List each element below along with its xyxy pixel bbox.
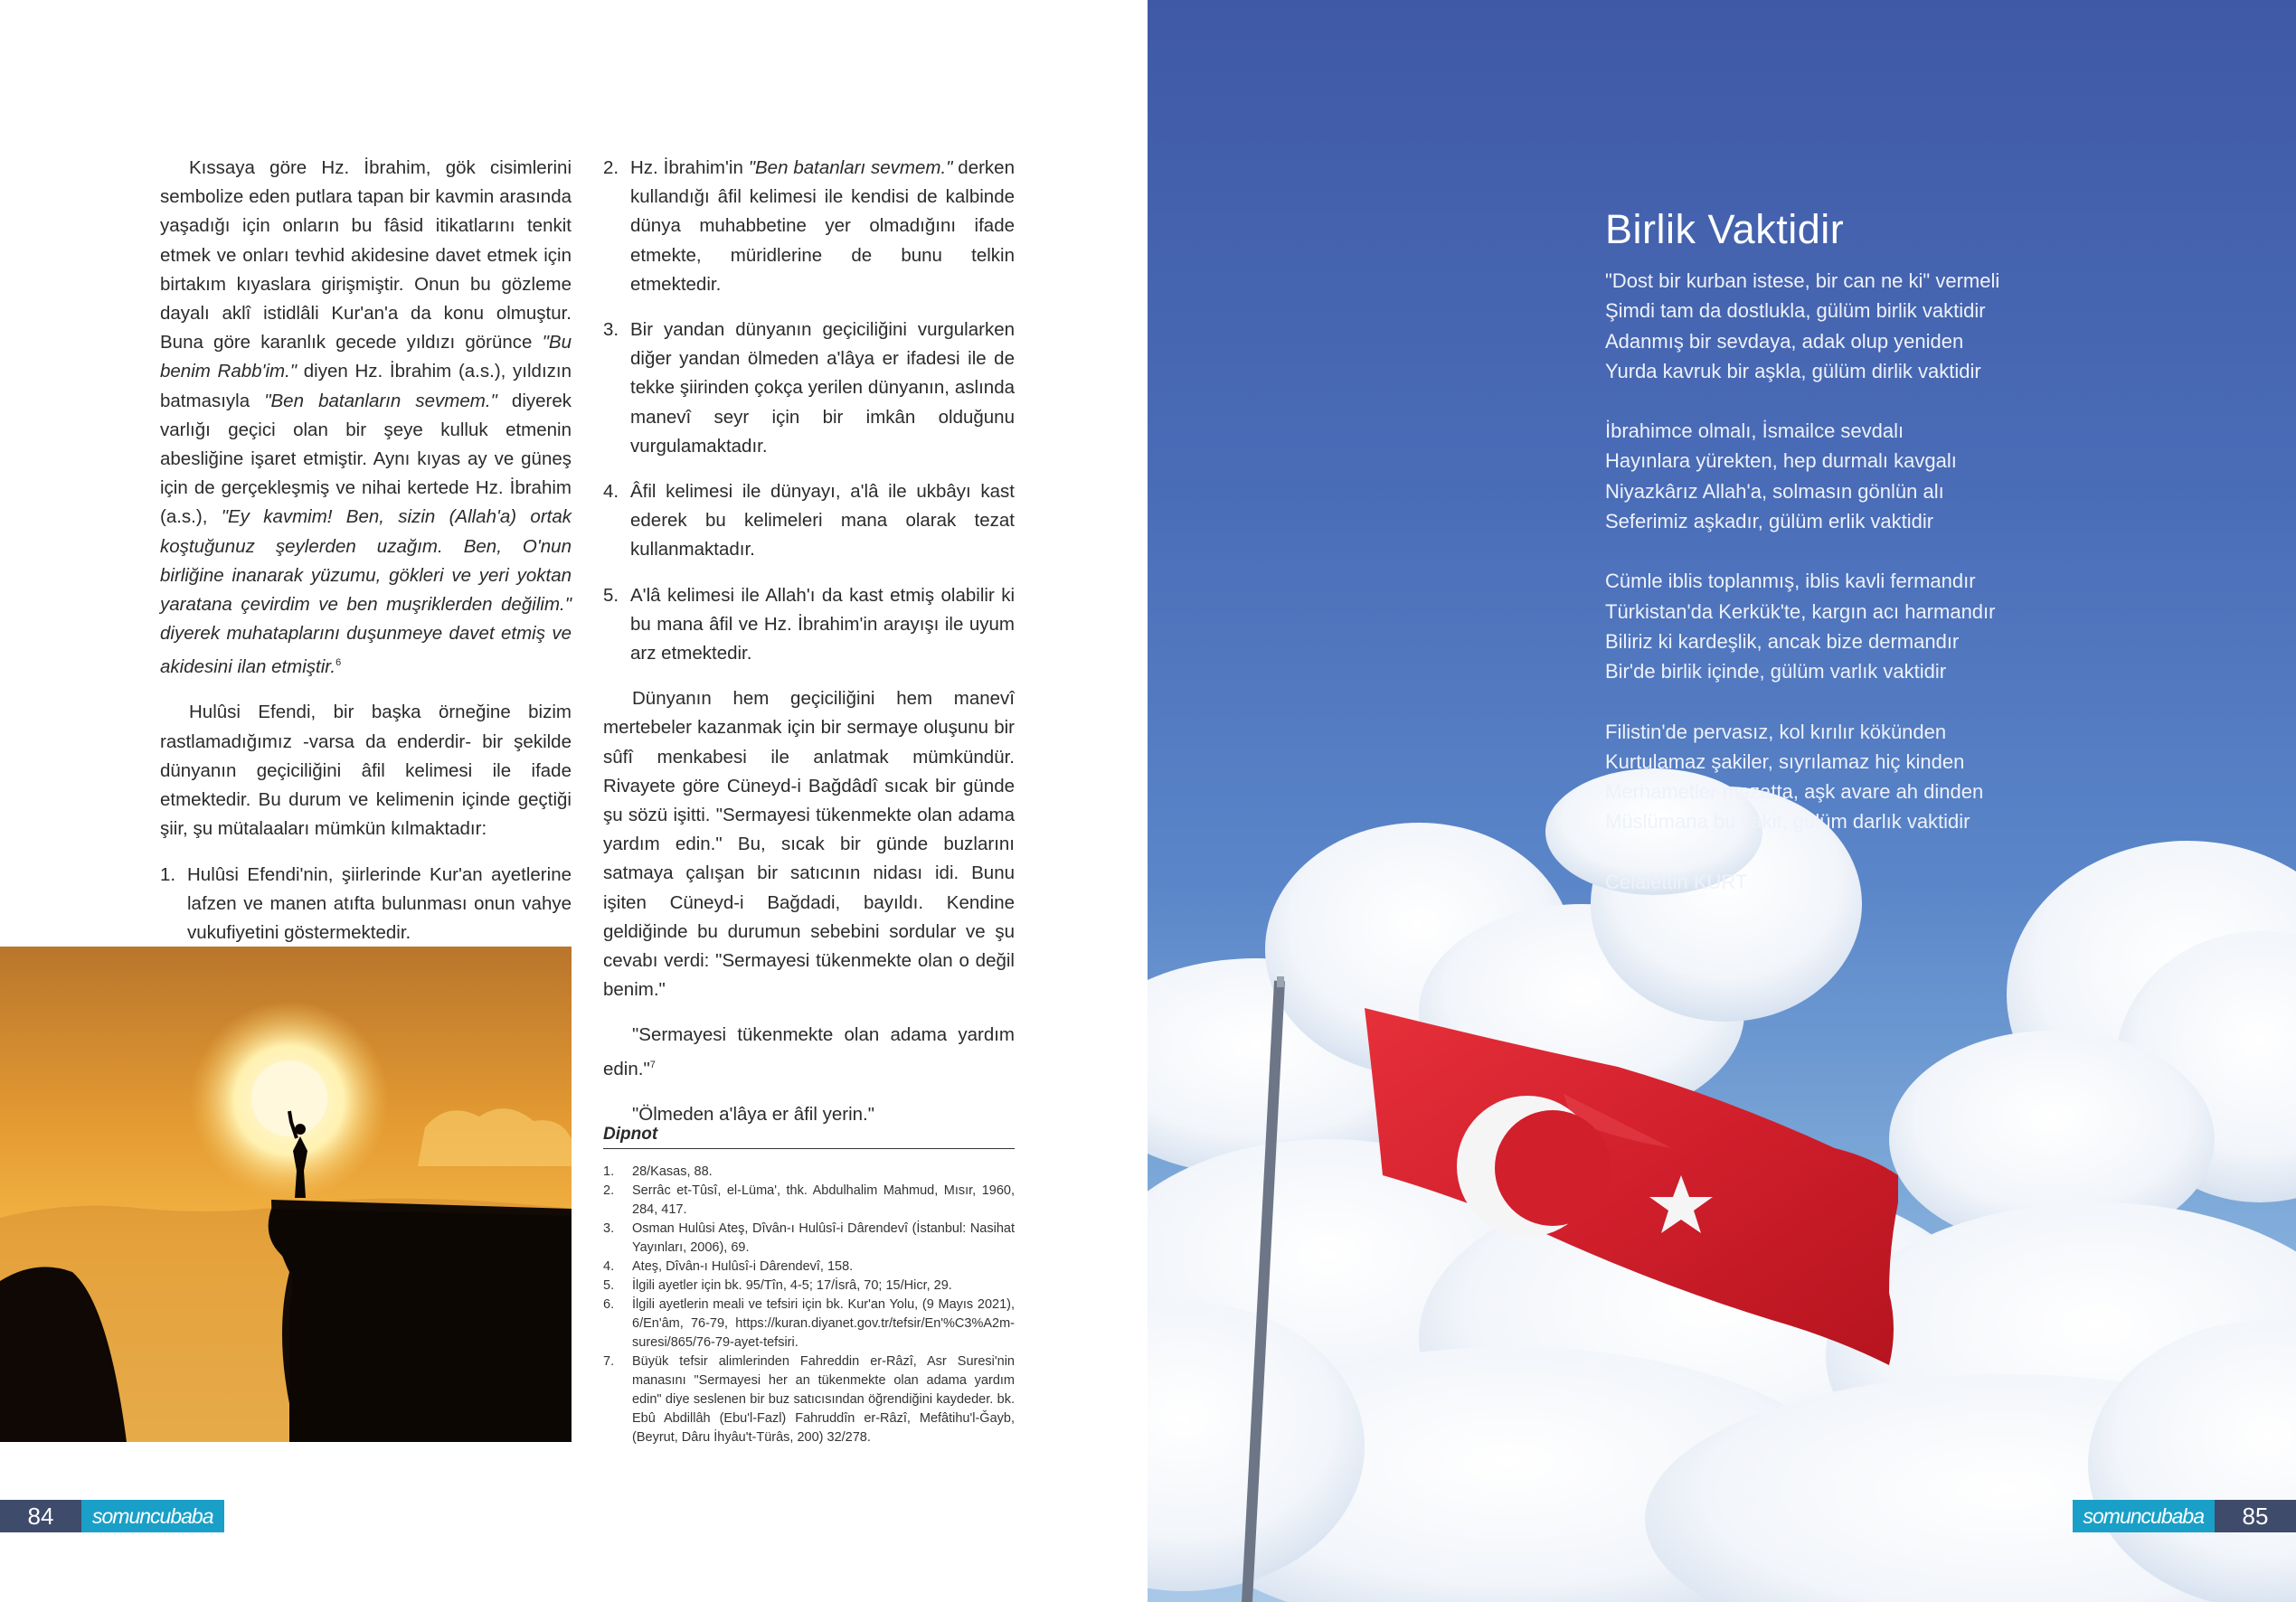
poem [1605,206,2112,897]
list-item: 3. Bir yandan dünyanın geçiciliğini vurgularken diğer yandan ölmeden a'lâya er ifadesi ile de tekke şiirinden çokça yerilen dünyanın, aslında manevî seyr için bir imkân olduğunu vurgulamaktadır. [603,319,1015,457]
footnotes-list [603,1163,1015,1447]
list-item: 5. A'lâ kelimesi ile Allah'ı da kast etmiş olabilir ki bu mana âfil ve Hz. İbrahim'in arayışı ile uyum arz etmektedir. [603,584,1015,664]
brand-logo: somuncubaba [81,1500,224,1532]
poem-stanza: "Dost bir kurban istese, bir can ne ki" vermeli Şimdi tam da dostlukla, gülüm birlik vaktidir Adanmış bir sevdaya, adak olup yeniden Yurda kavruk bir aşkla, gülüm dirlik vaktidir [1605,269,2000,382]
footnote: 6. İlgili ayetlerin meali ve tefsiri için bk. Kur'an Yolu, (9 Mayıs 2021), 6/En'âm, 76-79, https://kuran.diyanet.gov.tr/tefsir/En'%C3%A2m-suresi/865/76-79-ayet-tefsiri. [603,1297,1015,1350]
footnote: 3. Osman Hulûsi Ateş, Dîvân-ı Hulûsî-i Dârendevî (İstanbul: Nasihat Yayınları, 2006), 69. [603,1221,1015,1255]
page-number: 85 [2215,1500,2296,1532]
paragraph: Hulûsi Efendi, bir başka örneğine bizim rastlamadığımız -varsa da enderdir- bir şekilde dünyanın geçiciliğini âfil kelimesi ile ifade etmektedir. Bu durum ve kelimenin içinde geçtiği şiir, şu mütalaaları mümkün kılmaktadır: [160,702,572,840]
footnote: 4. Ateş, Dîvân-ı Hulûsî-i Dârendevî, 158. [603,1259,854,1274]
footnote: 5. İlgili ayetler için bk. 95/Tîn, 4-5; 17/İsrâ, 70; 15/Hicr, 29. [603,1278,952,1293]
page-number: 84 [0,1500,81,1532]
footnote: 2. Serrâc et-Tûsî, el-Lüma', thk. Abdulhalim Mahmud, Mısır, 1960, 284, 417. [603,1183,1015,1217]
text-column-2 [603,154,1015,1129]
quote: "Sermayesi tükenmekte olan adama yardım edin."$^7$ [603,1024,1015,1079]
list-item: 2. Hz. İbrahim'in "Ben batanları sevmem." derken kullandığı âfil kelimesi ile kendisi de kalbinde dünya muhabbetine yer olmadığını ifade etmekte, müridlerine de bunu telkin etmektedir. [603,157,1015,295]
poem-title: Birlik Vaktidir [1605,206,1845,252]
list-item: 4. Âfil kelimesi ile dünyayı, a'lâ ile ukbâyı kast ederek bu kelimeleri mana olarak tezat kullanmaktadır. [603,481,1015,561]
quote: "Ölmeden a'lâya er âfil yerin." [632,1103,875,1125]
poem-stanza: Cümle iblis toplanmış, iblis kavli fermandır Türkistan'da Kerkük'te, kargın acı harmandır Biliriz ki kardeşlik, ancak bize dermandır Bir'de birlik içinde, gülüm varlık vaktidir [1605,570,1996,683]
page-number-bar-right [2073,1500,2296,1532]
paragraph: Dünyanın hem geçiciliğini hem manevî mertebeler kazanmak için bir sermaye oluşunu bir sûfî menkabesi ile anlatmak mümkündür. Rivayete göre Cüneyd-i Bağdâdî sıcak bir günde şu sözü işitti. "Sermayesi tükenmekte olan adama yardım edin." Bu, sıcak bir günde buzlarını satmaya çalışan bir satıcının nidası idi. Bunu işiten Cüneyd-i Bağdadi, bayıldı. Kendine geldiğinde bu durumun sebebini sordular ve şu cevabı verdi: "Sermayesi tükenmekte olan o değil benim." [603,688,1015,1001]
text-column-1 [160,154,572,947]
poem-author: Celalettin KURT [1605,870,1748,893]
poem-stanza: Filistin'de pervasız, kol kırılır kökünden Kurtulamaz şakiler, sıyrılamaz hiç kinden Merhametler mezatta, aşk avare ah dinden Müslümana bu vakit, gülüm darlık vaktidir [1605,720,1984,834]
list-item: 1. Hulûsi Efendi'nin, şiirlerinde Kur'an ayetlerine lafzen ve manen atıfta bulunması onun vahye vukufiyetini göstermektedir. [160,863,572,943]
paragraph: Kıssaya göre Hz. İbrahim, gök cisimlerini sembolize eden putlara tapan bir kavmin arasında yaşadığı için onların bu fâsid itikatlarını tenkit etmek ve onları tevhid akidesine davet etmek için birtakım kıyaslara girişmiştir. Onun bu gözleme dayalı aklî istidlâli Kur'an'a da konu olmuştur. Buna göre karanlık gecede yıldızı görünce "Bu benim Rabb'im." diyen Hz. İbrahim (a.s.), yıldızın batmasıyla "Ben batanların sevmem." diyerek varlığı geçici olan bir şeye kulluk etmenin abesliğine işaret etmiştir. Aynı kıyas ay ve güneş için de gerçekleşmiş ve nihai kertede Hz. İbrahim (a.s.), "Ey kavmim! Ben, sizin (Allah'a) ortak koştuğunuz şeylerden uzağım. Ben, O'nun birliğine inanarak yüzumu, gökleri ve yeri yoktan yaratana çevirdim ve ben muşriklerden değilim." diyerek muhataplarını duşunmeye davet etmiş ve akidesini ilan etmiştir.$^6$ [160,157,572,678]
page-number-bar-left [0,1500,224,1532]
footnote: 7. Büyük tefsir alimlerinden Fahreddin er-Râzî, Asr Suresi'nin manasını "Sermayesi her an tükenmekte olan adama yardım edin" diye seslenen bir buz satıcısından öğrendiğini kaydeder. bk. Ebû Abdillâh (Ebu'l-Fazl) Fahruddîn er-Râzî, Mefâtihu'l-Ǧayb, (Beyrut, Dâru İhyâu't-Türâs, 200) 32/278. [603,1354,1015,1445]
footnote: 1. 28/Kasas, 88. [603,1164,713,1179]
footnotes-heading: Dipnot [603,1125,1015,1149]
sunset-photo [0,947,572,1442]
brand-logo: somuncubaba [2073,1500,2216,1532]
poem-stanza: İbrahimce olmalı, İsmailce sevdalı Hayınlara yürekten, hep durmalı kavgalı Niyazkârız Allah'a, solmasın gönlün alı Seferimiz aşkadır, gülüm erlik vaktidir [1605,419,1957,533]
